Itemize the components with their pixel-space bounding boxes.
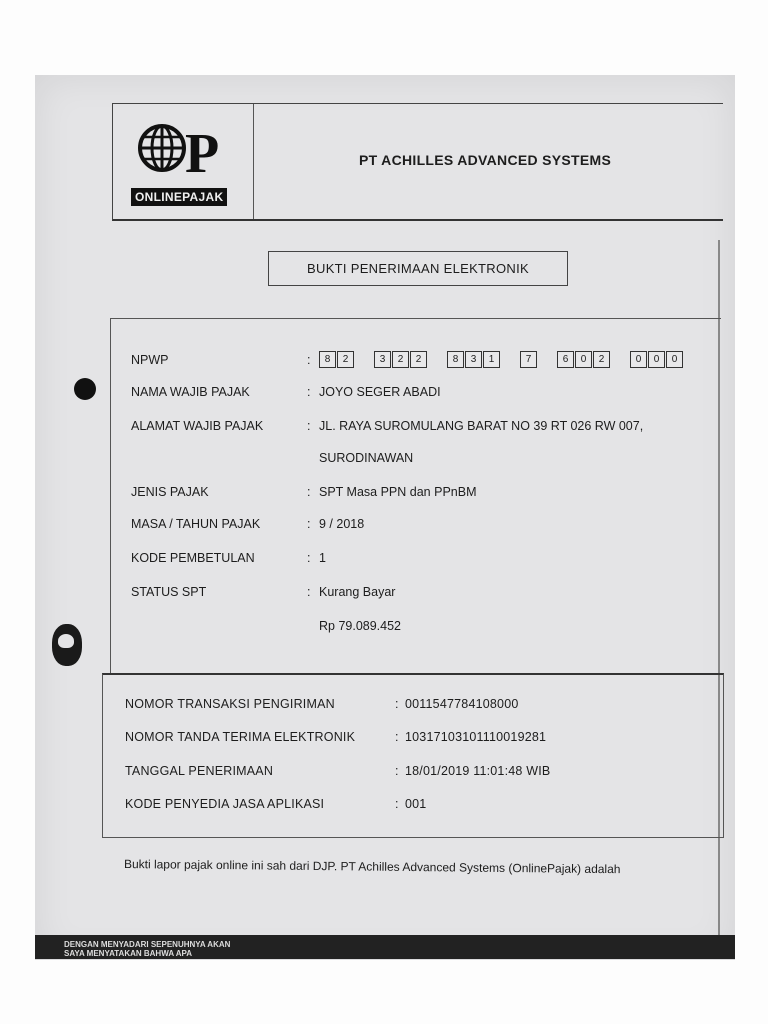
fine-print-line1: DENGAN MENYADARI SEPENUHNYA AKAN (64, 940, 231, 949)
logo (113, 104, 254, 219)
npwp-digit: 8 (319, 351, 336, 368)
transaction-section (102, 673, 724, 838)
colon: : (395, 764, 399, 778)
colon: : (307, 353, 311, 367)
npwp-digit: 6 (557, 351, 574, 368)
colon: : (307, 419, 311, 433)
colon: : (307, 485, 311, 499)
date-value: 18/01/2019 11:01:48 WIB (405, 764, 551, 778)
taxpayer-section (110, 318, 721, 675)
npwp-digit: 1 (483, 351, 500, 368)
npwp-number (319, 351, 703, 368)
punch-hole-torn (52, 624, 82, 666)
period-value: 9 / 2018 (319, 517, 365, 531)
receipt-no-value: 10317103101110019281 (405, 730, 547, 744)
npwp-digit: 0 (630, 351, 647, 368)
fine-print-line2: SAYA MENYATAKAN BAHWA APA (64, 949, 193, 958)
npwp-group (630, 351, 684, 368)
npwp-digit: 0 (666, 351, 683, 368)
npwp-digit: 7 (520, 351, 537, 368)
npwp-digit: 3 (465, 351, 482, 368)
npwp-digit: 0 (648, 351, 665, 368)
status-label: STATUS SPT (131, 585, 207, 599)
npwp-label: NPWP (131, 353, 169, 367)
npwp-digit: 2 (392, 351, 409, 368)
fine-print (64, 940, 230, 958)
colon: : (307, 385, 311, 399)
amount-value: Rp 79.089.452 (319, 619, 402, 633)
correction-value: 1 (319, 551, 326, 565)
footer-note: Bukti lapor pajak online ini sah dari DJP. PT Achilles Advanced Systems (OnlinePajak) adalah (123, 857, 621, 877)
npwp-digit: 2 (593, 351, 610, 368)
provider-label: KODE PENYEDIA JASA APLIKASI (125, 797, 325, 811)
colon: : (395, 697, 399, 711)
npwp-group (557, 351, 611, 368)
colon: : (307, 585, 311, 599)
receipt-no-label: NOMOR TANDA TERIMA ELEKTRONIK (125, 730, 356, 744)
npwp-group (319, 351, 355, 368)
npwp-group (374, 351, 428, 368)
header (112, 103, 723, 221)
status-value: Kurang Bayar (319, 585, 396, 599)
send-no-label: NOMOR TRANSAKSI PENGIRIMAN (125, 697, 335, 711)
provider-value: 001 (405, 797, 427, 811)
npwp-digit: 2 (410, 351, 427, 368)
company-name: PT ACHILLES ADVANCED SYSTEMS (359, 152, 612, 168)
tax-type-value: SPT Masa PPN dan PPnBM (319, 485, 477, 499)
punch-hole (74, 378, 96, 400)
npwp-digit: 3 (374, 351, 391, 368)
svg-text:P: P (185, 123, 220, 180)
npwp-digit: 8 (447, 351, 464, 368)
name-value: JOYO SEGER ABADI (319, 385, 441, 399)
address-label: ALAMAT WAJIB PAJAK (131, 419, 264, 433)
npwp-digit: 0 (575, 351, 592, 368)
name-label: NAMA WAJIB PAJAK (131, 385, 250, 399)
globe-p-logo-icon (137, 120, 237, 180)
colon: : (395, 730, 399, 744)
colon: : (395, 797, 399, 811)
npwp-digit: 2 (337, 351, 354, 368)
send-no-value: 0011547784108000 (405, 697, 519, 711)
address-line2: SURODINAWAN (319, 451, 414, 465)
colon: : (307, 517, 311, 531)
date-label: TANGGAL PENERIMAAN (125, 764, 274, 778)
document-title: BUKTI PENERIMAAN ELEKTRONIK (268, 251, 568, 286)
period-label: MASA / TAHUN PAJAK (131, 517, 261, 531)
logo-label: ONLINEPAJAK (131, 188, 227, 206)
correction-label: KODE PEMBETULAN (131, 551, 255, 565)
npwp-group (520, 351, 538, 368)
npwp-group (447, 351, 501, 368)
address-line1: JL. RAYA SUROMULANG BARAT NO 39 RT 026 RW 007, (319, 419, 644, 433)
colon: : (307, 551, 311, 565)
tax-type-label: JENIS PAJAK (131, 485, 209, 499)
